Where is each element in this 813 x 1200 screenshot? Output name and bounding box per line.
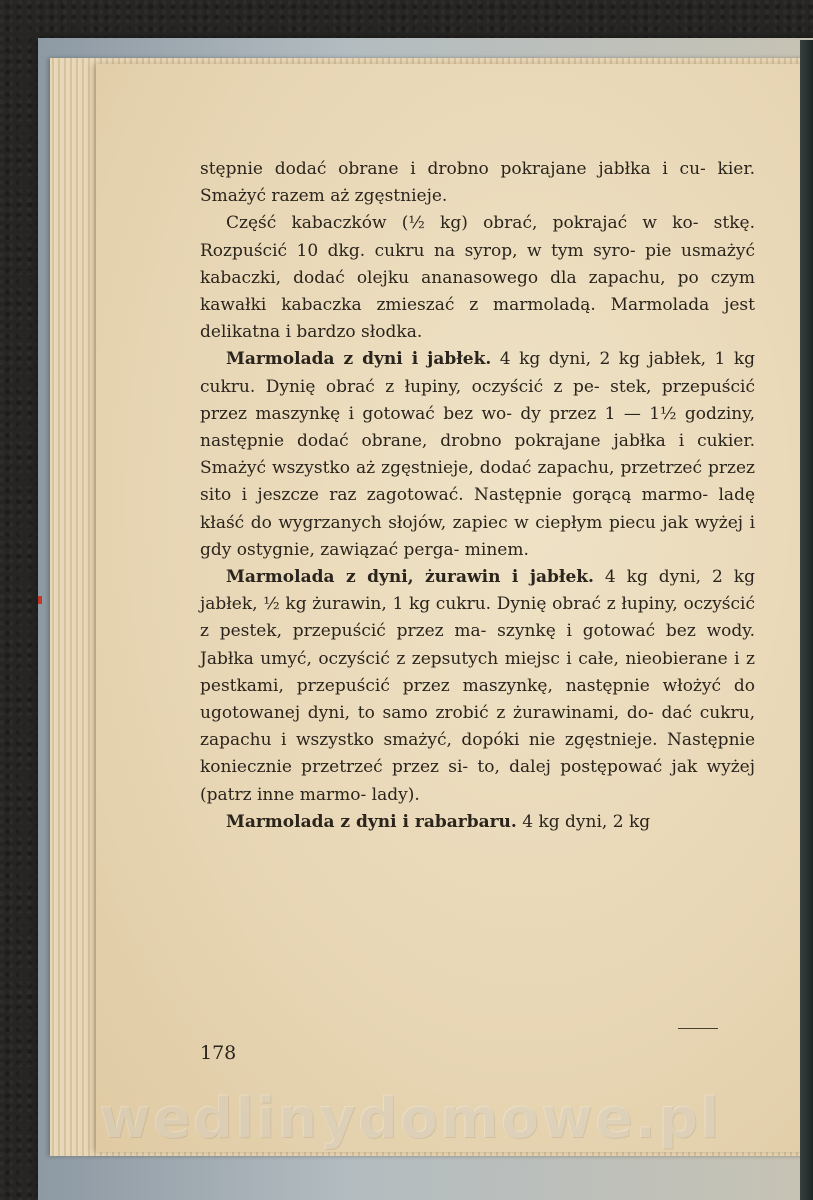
text-line: to, dalej postępować jak wyżej (patrz inne marmo- xyxy=(200,757,755,805)
text-line: Część kabaczków (½ kg) obrać, pokrajać w ko- xyxy=(226,213,699,234)
text-line: 4 kg dyni, 2 kg xyxy=(516,811,651,832)
text-line: dać cukru, zapachu i wszystko smażyć, dopóki nie xyxy=(200,703,755,751)
page-number: 178 xyxy=(200,1042,237,1064)
recipe-heading: Marmolada z dyni, żurawin i jabłek. xyxy=(226,567,594,588)
text-line: słodka. xyxy=(361,322,423,343)
text-line: pie usmażyć kabaczki, dodać olejku ananasowego xyxy=(200,240,756,288)
text-line: z zepsutych miejsc i całe, nieobierane i z pestkami, xyxy=(200,648,755,696)
paragraph xyxy=(200,210,755,346)
dash-mark xyxy=(678,1028,718,1029)
text-line: 1 kg cukru. Dynię obrać z łupiny, oczyścić z pe- xyxy=(200,349,756,397)
page-text xyxy=(200,156,755,836)
cover-spine xyxy=(800,40,813,1200)
text-line: kier. Smażyć razem aż zgęstnieje. xyxy=(200,159,756,207)
text-line: ladę kłaść do wygrzanych słojów, zapiec w ciepłym xyxy=(200,485,756,533)
recipe-paragraph xyxy=(200,564,755,809)
text-line: drobno pokrajane jabłka i cukier. Smażyć wszystko xyxy=(200,431,755,479)
text-line: i jeszcze raz zagotować. Następnie gorącą marmo- xyxy=(241,485,709,506)
text-line: aż zgęstnieje, dodać zapachu, przetrzeć przez sito xyxy=(200,458,755,506)
paragraph xyxy=(200,156,755,210)
recipe-paragraph xyxy=(200,809,755,836)
text-line: dy przez 1 — 1½ godziny, następnie dodać obrane, xyxy=(200,403,755,452)
text-line: ugotowanej dyni, to samo zrobić z żurawinami, do- xyxy=(200,703,654,724)
recipe-heading: Marmolada z dyni i jabłek. xyxy=(226,349,492,370)
text-line: lady). xyxy=(371,784,420,805)
text-line: 4 kg dyni, xyxy=(593,567,702,588)
watermark: wedlinydomowe.pl xyxy=(98,1086,722,1151)
text-line: zgęstnieje. Następnie koniecznie przetrzeć przez si- xyxy=(200,730,756,778)
recipe-paragraph xyxy=(200,346,755,564)
red-mark xyxy=(38,596,42,604)
text-line: szynkę i gotować bez wody. Jabłka umyć, oczyścić xyxy=(200,621,755,669)
text-line: stkę. Rozpuścić 10 dkg. cukru na syrop, w tym syro- xyxy=(200,213,755,261)
recipe-heading: Marmolada z dyni i rabarbaru. xyxy=(226,811,517,832)
text-line: 2 kg jabłek, ½ kg żurawin, 1 kg cukru. Dynię obrać xyxy=(200,567,755,615)
text-line: piecu jak wyżej i gdy ostygnie, zawiązać perga- xyxy=(200,512,756,560)
text-line: z łupiny, oczyścić z pestek, przepuścić przez ma- xyxy=(200,594,756,642)
text-line: stępnie dodać obrane i drobno pokrajane jabłka i cu- xyxy=(200,159,706,179)
text-line: 4 kg dyni, 2 kg jabłek, xyxy=(491,349,707,370)
text-line: dla zapachu, po czym kawałki kabaczka zmieszać xyxy=(200,267,755,316)
text-line: z marmoladą. Marmolada jest delikatna i bardzo xyxy=(200,295,755,343)
text-line: stek, przepuścić przez maszynkę i gotować bez wo- xyxy=(200,376,755,424)
text-line: przepuścić przez maszynkę, następnie włożyć do xyxy=(296,675,756,696)
text-line: minem. xyxy=(464,539,529,560)
